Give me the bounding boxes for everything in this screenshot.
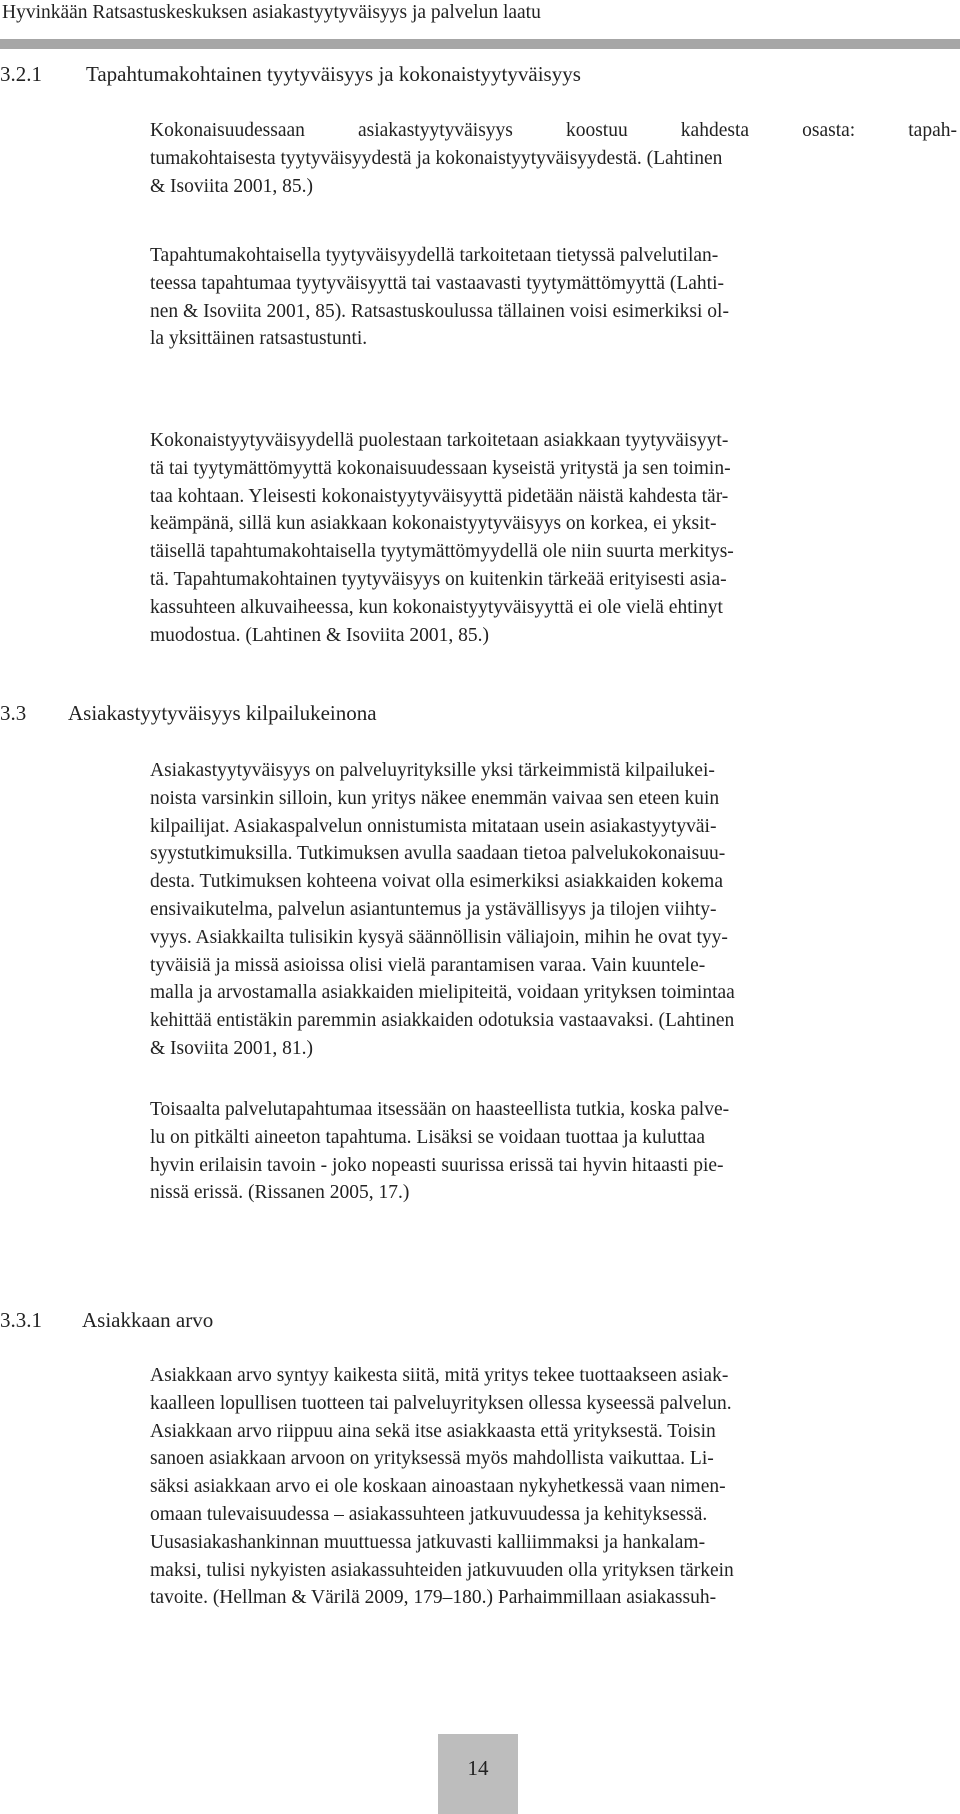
text-line: malla ja arvostamalla asiakkaiden mielipiteitä, voidaan yrityksen toimintaa: [150, 982, 735, 1004]
text-line: Asiakastyytyväisyys on palveluyrityksille yksi tärkeimmistä kilpailukei-: [150, 760, 715, 781]
text-line: täisellä tapahtumakohtaisella tyytymättömyydellä ole niin suurta merkitys-: [150, 541, 734, 563]
text-line: Kokonaistyytyväisyydellä puolestaan tarkoitetaan asiakkaan tyytyväisyyt-: [150, 430, 729, 451]
section-number: 3.3: [0, 701, 27, 725]
text-line: taa kohtaan. Yleisesti kokonaistyytyväisyyttä pidetään näistä kahdesta tär-: [150, 485, 729, 507]
text-line: kaalleen lopullisen tuotteen tai palveluyrityksen ollessa kyseessä palvelun.: [150, 1392, 732, 1414]
section-title: Asiakastyytyväisyys kilpailukeinona: [68, 701, 377, 725]
text-line: sanoen asiakkaan arvoon on yrityksessä myös mahdollista vaikuttaa. Li-: [150, 1448, 714, 1470]
text-line: noista varsinkin silloin, kun yritys näkee enemmän vaivaa sen eteen kuin: [150, 787, 720, 809]
text-line: & Isoviita 2001, 81.): [150, 1037, 314, 1059]
text-line: kilpailijat. Asiakaspalvelun onnistumista mitataan usein asiakastyytyväi-: [150, 815, 717, 837]
text-line: tä tai tyytymättömyyttä kokonaisuudessaan kyseistä yritystä ja sen toimin-: [150, 457, 731, 479]
text-line: & Isoviita 2001, 85.): [150, 175, 314, 197]
text-line: nen & Isoviita 2001, 85). Ratsastuskoulussa tällainen voisi esimerkiksi ol-: [150, 300, 729, 322]
text-line: Kokonaisuudessaan asiakastyytyväisyys koostuu kahdesta osasta: tapah-: [150, 120, 957, 141]
paragraph: [150, 117, 957, 200]
text-line: hyvin erilaisin tavoin - joko nopeasti suurissa erissä tai hyvin hitaasti pie-: [150, 1154, 724, 1176]
text-line: vyys. Asiakkailta tulisikin kysyä säännöllisin väliajoin, mihin he ovat tyy-: [150, 926, 728, 948]
text-line: desta. Tutkimuksen kohteena voivat olla esimerkiksi asiakkaiden kokema: [150, 871, 723, 893]
text-line: tyväisiä ja missä asioissa olisi vielä parantamisen varaa. Vain kuuntele-: [150, 954, 706, 976]
text-line: tumakohtaisesta tyytyväisyydestä ja kokonaistyytyväisyydestä. (Lahtinen: [150, 147, 723, 169]
section-number: 3.3.1: [0, 1308, 42, 1332]
section-title: Tapahtumakohtainen tyytyväisyys ja kokonaistyytyväisyys: [86, 62, 581, 86]
running-header: Hyvinkään Ratsastuskeskuksen asiakastyytyväisyys ja palvelun laatu: [2, 2, 541, 23]
text-line: nissä erissä. (Rissanen 2005, 17.): [150, 1182, 410, 1204]
page-number: 14: [467, 1756, 489, 1780]
page-number-box: [438, 1734, 518, 1814]
text-line: ensivaikutelma, palvelun asiantuntemus ja ystävällisyys ja tilojen viihty-: [150, 898, 717, 920]
text-line: Uusasiakashankinnan muuttuessa jatkuvasti kalliimmaksi ja hankalam-: [150, 1531, 706, 1553]
paragraph: [150, 242, 957, 353]
text-line: Toisaalta palvelutapahtumaa itsessään on haasteellista tutkia, koska palve-: [150, 1099, 730, 1120]
text-line: kassuhteen alkuvaiheessa, kun kokonaistyytyväisyyttä ei ole vielä ehtinyt: [150, 596, 723, 618]
text-line: syystutkimuksilla. Tutkimuksen avulla saadaan tietoa palvelukokonaisuu-: [150, 843, 726, 865]
text-line: Asiakkaan arvo riippuu aina sekä itse asiakkaasta että yrityksestä. Toisin: [150, 1420, 716, 1442]
text-line: teessa tapahtumaa tyytyväisyyttä tai vastaavasti tyytymättömyyttä (Lahti-: [150, 272, 725, 294]
text-line: tä. Tapahtumakohtainen tyytyväisyys on kuitenkin tärkeää erityisesti asia-: [150, 568, 727, 590]
header-rule: [0, 39, 960, 49]
text-line: lu on pitkälti aineeton tapahtuma. Lisäksi se voidaan tuottaa ja kuluttaa: [150, 1126, 706, 1148]
text-line: keämpänä, sillä kun asiakkaan kokonaistyytyväisyys on korkea, ei yksit-: [150, 513, 717, 535]
text-line: maksi, tulisi nykyisten asiakassuhteiden jatkuvuuden olla yrityksen tärkein: [150, 1559, 734, 1581]
text-line: la yksittäinen ratsastustunti.: [150, 328, 368, 350]
text-line: omaan tulevaisuudessa – asiakassuhteen jatkuvuudessa ja kehityksessä.: [150, 1503, 708, 1525]
text-line: tavoite. (Hellman & Värilä 2009, 179–180.) Parhaimmillaan asiakassuh-: [150, 1587, 717, 1609]
paragraph: [150, 1096, 957, 1207]
paragraph: [150, 1362, 957, 1612]
section-number: 3.2.1: [0, 62, 42, 86]
text-line: Asiakkaan arvo syntyy kaikesta siitä, mitä yritys tekee tuottaakseen asiak-: [150, 1365, 729, 1386]
paragraph: [150, 427, 957, 649]
paragraph: [150, 757, 957, 1063]
text-line: kehittää entistäkin paremmin asiakkaiden odotuksia vastaavaksi. (Lahtinen: [150, 1010, 735, 1032]
text-line: Tapahtumakohtaisella tyytyväisyydellä tarkoitetaan tietyssä palvelutilan-: [150, 245, 719, 266]
section-heading-3-2-1: [0, 62, 581, 87]
section-heading-3-3: [0, 701, 377, 726]
text-line: muodostua. (Lahtinen & Isoviita 2001, 85.): [150, 624, 490, 646]
section-heading-3-3-1: [0, 1308, 213, 1333]
text-line: säksi asiakkaan arvo ei ole koskaan ainoastaan nykyhetkessä vaan nimen-: [150, 1476, 726, 1498]
section-title: Asiakkaan arvo: [82, 1308, 214, 1332]
